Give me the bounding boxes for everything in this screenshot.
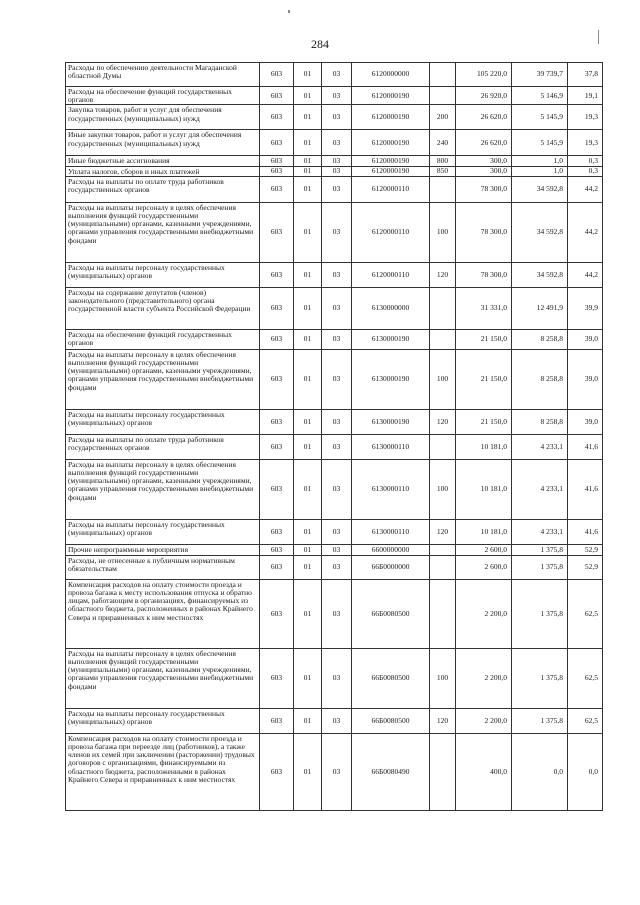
row-name: Уплата налогов, сборов и иных платежей <box>66 166 260 176</box>
section-code: 01 <box>294 202 322 262</box>
execution-percent: 41,6 <box>568 519 603 544</box>
ministry-code: 603 <box>260 287 294 329</box>
section-code: 01 <box>294 63 322 87</box>
ministry-code: 603 <box>260 648 294 708</box>
target-article-code: 66Б0080500 <box>352 708 430 733</box>
actual-amount: 1 375,8 <box>512 555 568 579</box>
actual-amount: 39 739,7 <box>512 63 568 87</box>
target-article-code: 6130000110 <box>352 459 430 519</box>
section-code: 01 <box>294 434 322 459</box>
section-code: 01 <box>294 166 322 176</box>
target-article-code: 6120000110 <box>352 262 430 287</box>
table-row <box>66 105 603 130</box>
planned-amount: 21 150,0 <box>456 409 512 434</box>
expense-type-code: 100 <box>430 459 456 519</box>
execution-percent: 39,0 <box>568 409 603 434</box>
target-article-code: 66Б0080500 <box>352 579 430 648</box>
ministry-code: 603 <box>260 544 294 555</box>
actual-amount: 4 233,1 <box>512 459 568 519</box>
row-name: Расходы, не отнесенные к публичным нормативным обязательствам <box>66 555 260 579</box>
execution-percent: 41,6 <box>568 459 603 519</box>
expense-type-code: 120 <box>430 262 456 287</box>
planned-amount: 21 150,0 <box>456 349 512 409</box>
ministry-code: 603 <box>260 63 294 87</box>
expense-type-code <box>430 63 456 87</box>
actual-amount: 8 258,8 <box>512 409 568 434</box>
row-name: Расходы на выплаты персоналу государственных (муниципальных) органов <box>66 519 260 544</box>
actual-amount: 4 233,1 <box>512 519 568 544</box>
expense-type-code: 850 <box>430 166 456 176</box>
planned-amount: 2 200,0 <box>456 579 512 648</box>
actual-amount: 8 258,8 <box>512 329 568 349</box>
table-row <box>66 130 603 156</box>
target-article-code: 6120000110 <box>352 176 430 202</box>
actual-amount: 4 233,1 <box>512 434 568 459</box>
ministry-code: 603 <box>260 156 294 166</box>
target-article-code: 66Б0000000 <box>352 555 430 579</box>
subsection-code: 03 <box>322 349 352 409</box>
table-row <box>66 434 603 459</box>
subsection-code: 03 <box>322 648 352 708</box>
expense-type-code <box>430 434 456 459</box>
table-row <box>66 166 603 176</box>
execution-percent: 62,5 <box>568 708 603 733</box>
target-article-code: 6130000110 <box>352 434 430 459</box>
expense-type-code: 100 <box>430 349 456 409</box>
planned-amount: 2 200,0 <box>456 708 512 733</box>
row-name: Иные бюджетные ассигнования <box>66 156 260 166</box>
subsection-code: 03 <box>322 202 352 262</box>
execution-percent: 62,5 <box>568 648 603 708</box>
target-article-code: 6120000190 <box>352 166 430 176</box>
execution-percent: 0,3 <box>568 156 603 166</box>
row-name: Иные закупки товаров, работ и услуг для обеспечения государственных (муниципальных) нужд <box>66 130 260 156</box>
ministry-code: 603 <box>260 434 294 459</box>
section-code: 01 <box>294 409 322 434</box>
execution-percent: 19,3 <box>568 130 603 156</box>
execution-percent: 52,9 <box>568 555 603 579</box>
table-row <box>66 459 603 519</box>
expense-type-code: 120 <box>430 708 456 733</box>
actual-amount: 1,0 <box>512 166 568 176</box>
table-row <box>66 409 603 434</box>
table-row <box>66 349 603 409</box>
section-code: 01 <box>294 287 322 329</box>
subsection-code: 03 <box>322 544 352 555</box>
table-row <box>66 648 603 708</box>
subsection-code: 03 <box>322 519 352 544</box>
expense-type-code: 800 <box>430 156 456 166</box>
planned-amount: 2 600,0 <box>456 544 512 555</box>
planned-amount: 10 181,0 <box>456 459 512 519</box>
scan-speck <box>288 10 290 13</box>
row-name: Компенсация расходов на оплату стоимости проезда и провоза багажа при переезде лиц (работников), а также членов их семей при заключении (расторжении) трудовых договоров с организациями, финансируемыми из областного бюджета, расположенными в районах Крайнего Севера и приравненных к ним местностях <box>66 733 260 810</box>
section-code: 01 <box>294 349 322 409</box>
subsection-code: 03 <box>322 409 352 434</box>
actual-amount: 34 592,8 <box>512 176 568 202</box>
ministry-code: 603 <box>260 733 294 810</box>
execution-percent: 0,3 <box>568 166 603 176</box>
planned-amount: 21 150,0 <box>456 329 512 349</box>
actual-amount: 1 375,8 <box>512 544 568 555</box>
table-row <box>66 733 603 810</box>
section-code: 01 <box>294 459 322 519</box>
execution-percent: 44,2 <box>568 202 603 262</box>
execution-percent: 39,0 <box>568 329 603 349</box>
section-code: 01 <box>294 156 322 166</box>
planned-amount: 78 300,0 <box>456 262 512 287</box>
section-code: 01 <box>294 519 322 544</box>
table-row <box>66 262 603 287</box>
subsection-code: 03 <box>322 434 352 459</box>
actual-amount: 8 258,8 <box>512 349 568 409</box>
scan-speck <box>598 30 599 44</box>
section-code: 01 <box>294 87 322 105</box>
execution-percent: 0,0 <box>568 733 603 810</box>
subsection-code: 03 <box>322 63 352 87</box>
target-article-code: 6130000000 <box>352 287 430 329</box>
execution-percent: 41,6 <box>568 434 603 459</box>
ministry-code: 603 <box>260 130 294 156</box>
ministry-code: 603 <box>260 87 294 105</box>
actual-amount: 12 491,9 <box>512 287 568 329</box>
row-name: Прочие непрограммные мероприятия <box>66 544 260 555</box>
subsection-code: 03 <box>322 166 352 176</box>
row-name: Расходы на выплаты персоналу государственных (муниципальных) органов <box>66 262 260 287</box>
execution-percent: 44,2 <box>568 262 603 287</box>
row-name: Расходы по обеспечению деятельности Магаданской областной Думы <box>66 63 260 87</box>
expense-type-code <box>430 329 456 349</box>
ministry-code: 603 <box>260 202 294 262</box>
expense-type-code <box>430 555 456 579</box>
planned-amount: 105 220,0 <box>456 63 512 87</box>
target-article-code: 66Б0080490 <box>352 733 430 810</box>
ministry-code: 603 <box>260 262 294 287</box>
execution-percent: 37,8 <box>568 63 603 87</box>
section-code: 01 <box>294 579 322 648</box>
table-row <box>66 519 603 544</box>
row-name: Расходы на обеспечение функций государственных органов <box>66 87 260 105</box>
planned-amount: 400,0 <box>456 733 512 810</box>
planned-amount: 78 300,0 <box>456 202 512 262</box>
expense-type-code: 100 <box>430 202 456 262</box>
planned-amount: 300,0 <box>456 156 512 166</box>
ministry-code: 603 <box>260 409 294 434</box>
target-article-code: 6120000110 <box>352 202 430 262</box>
subsection-code: 03 <box>322 708 352 733</box>
target-article-code: 6130000190 <box>352 409 430 434</box>
target-article-code: 6120000190 <box>352 105 430 130</box>
expense-type-code <box>430 544 456 555</box>
section-code: 01 <box>294 708 322 733</box>
actual-amount: 5 145,9 <box>512 130 568 156</box>
planned-amount: 26 620,0 <box>456 130 512 156</box>
planned-amount: 78 300,0 <box>456 176 512 202</box>
row-name: Расходы на обеспечение функций государственных органов <box>66 329 260 349</box>
actual-amount: 5 146,9 <box>512 87 568 105</box>
expense-type-code <box>430 287 456 329</box>
table-row <box>66 176 603 202</box>
actual-amount: 34 592,8 <box>512 202 568 262</box>
execution-percent: 19,3 <box>568 105 603 130</box>
table-row <box>66 544 603 555</box>
section-code: 01 <box>294 262 322 287</box>
actual-amount: 5 145,9 <box>512 105 568 130</box>
section-code: 01 <box>294 329 322 349</box>
subsection-code: 03 <box>322 329 352 349</box>
target-article-code: 6120000000 <box>352 63 430 87</box>
actual-amount: 0,0 <box>512 733 568 810</box>
subsection-code: 03 <box>322 287 352 329</box>
row-name: Расходы на выплаты персоналу в целях обеспечения выполнения функций государственными (муниципальными) органами, казенными учреждениями, органами управления государственными внебюджетными фондами <box>66 202 260 262</box>
ministry-code: 603 <box>260 349 294 409</box>
execution-percent: 19,1 <box>568 87 603 105</box>
ministry-code: 603 <box>260 555 294 579</box>
table-row <box>66 329 603 349</box>
row-name: Компенсация расходов на оплату стоимости проезда и провоза багажа к месту использования отпуска и обратно лицам, работающим в организациях, финансируемых из областного бюджета, расположенных в районах Крайнего Севера и приравненных к ним местностях <box>66 579 260 648</box>
row-name: Расходы на выплаты по оплате труда работников государственных органов <box>66 176 260 202</box>
ministry-code: 603 <box>260 176 294 202</box>
execution-percent: 39,0 <box>568 349 603 409</box>
table-row <box>66 555 603 579</box>
row-name: Расходы на выплаты персоналу в целях обеспечения выполнения функций государственными (муниципальными) органами, казенными учреждениями, органами управления государственными внебюджетными фондами <box>66 648 260 708</box>
actual-amount: 1 375,8 <box>512 708 568 733</box>
table-row <box>66 202 603 262</box>
table-body <box>66 63 603 811</box>
subsection-code: 03 <box>322 105 352 130</box>
ministry-code: 603 <box>260 166 294 176</box>
ministry-code: 603 <box>260 329 294 349</box>
planned-amount: 26 620,0 <box>456 105 512 130</box>
actual-amount: 1,0 <box>512 156 568 166</box>
execution-percent: 52,9 <box>568 544 603 555</box>
target-article-code: 6130000110 <box>352 519 430 544</box>
table-row <box>66 287 603 329</box>
page-number: 284 <box>311 37 329 51</box>
subsection-code: 03 <box>322 87 352 105</box>
row-name: Расходы на выплаты персоналу в целях обеспечения выполнения функций государственными (муниципальными) органами, казенными учреждениями, органами управления государственными внебюджетными фондами <box>66 459 260 519</box>
expense-type-code <box>430 176 456 202</box>
ministry-code: 603 <box>260 708 294 733</box>
planned-amount: 26 920,0 <box>456 87 512 105</box>
planned-amount: 300,0 <box>456 166 512 176</box>
expense-type-code <box>430 579 456 648</box>
execution-percent: 62,5 <box>568 579 603 648</box>
subsection-code: 03 <box>322 555 352 579</box>
row-name: Расходы на выплаты персоналу в целях обеспечения выполнения функций государственными (муниципальными) органами, казенными учреждениями, органами управления государственными внебюджетными фондами <box>66 349 260 409</box>
target-article-code: 6120000190 <box>352 156 430 166</box>
actual-amount: 1 375,8 <box>512 648 568 708</box>
target-article-code: 66Б0080500 <box>352 648 430 708</box>
section-code: 01 <box>294 648 322 708</box>
planned-amount: 2 600,0 <box>456 555 512 579</box>
planned-amount: 2 200,0 <box>456 648 512 708</box>
actual-amount: 1 375,8 <box>512 579 568 648</box>
actual-amount: 34 592,8 <box>512 262 568 287</box>
target-article-code: 6120000190 <box>352 87 430 105</box>
ministry-code: 603 <box>260 519 294 544</box>
target-article-code: 6130000190 <box>352 329 430 349</box>
section-code: 01 <box>294 733 322 810</box>
planned-amount: 10 181,0 <box>456 519 512 544</box>
target-article-code: 6130000190 <box>352 349 430 409</box>
execution-percent: 44,2 <box>568 176 603 202</box>
section-code: 01 <box>294 105 322 130</box>
section-code: 01 <box>294 544 322 555</box>
expense-type-code: 240 <box>430 130 456 156</box>
row-name: Расходы на выплаты персоналу государственных (муниципальных) органов <box>66 708 260 733</box>
ministry-code: 603 <box>260 459 294 519</box>
target-article-code: 6600000000 <box>352 544 430 555</box>
table-row <box>66 63 603 87</box>
execution-percent: 39,9 <box>568 287 603 329</box>
row-name: Закупка товаров, работ и услуг для обеспечения государственных (муниципальных) нужд <box>66 105 260 130</box>
row-name: Расходы на выплаты по оплате труда работников государственных органов <box>66 434 260 459</box>
subsection-code: 03 <box>322 262 352 287</box>
table-row <box>66 579 603 648</box>
section-code: 01 <box>294 130 322 156</box>
subsection-code: 03 <box>322 156 352 166</box>
ministry-code: 603 <box>260 579 294 648</box>
subsection-code: 03 <box>322 130 352 156</box>
expense-type-code <box>430 733 456 810</box>
expense-type-code: 120 <box>430 409 456 434</box>
row-name: Расходы на выплаты персоналу государственных (муниципальных) органов <box>66 409 260 434</box>
section-code: 01 <box>294 555 322 579</box>
expense-type-code: 120 <box>430 519 456 544</box>
row-name: Расходы на содержание депутатов (членов) законодательного (представительного) органа государственной власти субъекта Российской Федерации <box>66 287 260 329</box>
subsection-code: 03 <box>322 733 352 810</box>
table-row <box>66 708 603 733</box>
target-article-code: 6120000190 <box>352 130 430 156</box>
budget-expenses-table <box>65 62 603 811</box>
subsection-code: 03 <box>322 579 352 648</box>
ministry-code: 603 <box>260 105 294 130</box>
table-row <box>66 87 603 105</box>
subsection-code: 03 <box>322 176 352 202</box>
section-code: 01 <box>294 176 322 202</box>
planned-amount: 31 331,0 <box>456 287 512 329</box>
table-row <box>66 156 603 166</box>
expense-type-code: 200 <box>430 105 456 130</box>
expense-type-code: 100 <box>430 648 456 708</box>
expense-type-code <box>430 87 456 105</box>
planned-amount: 10 181,0 <box>456 434 512 459</box>
subsection-code: 03 <box>322 459 352 519</box>
